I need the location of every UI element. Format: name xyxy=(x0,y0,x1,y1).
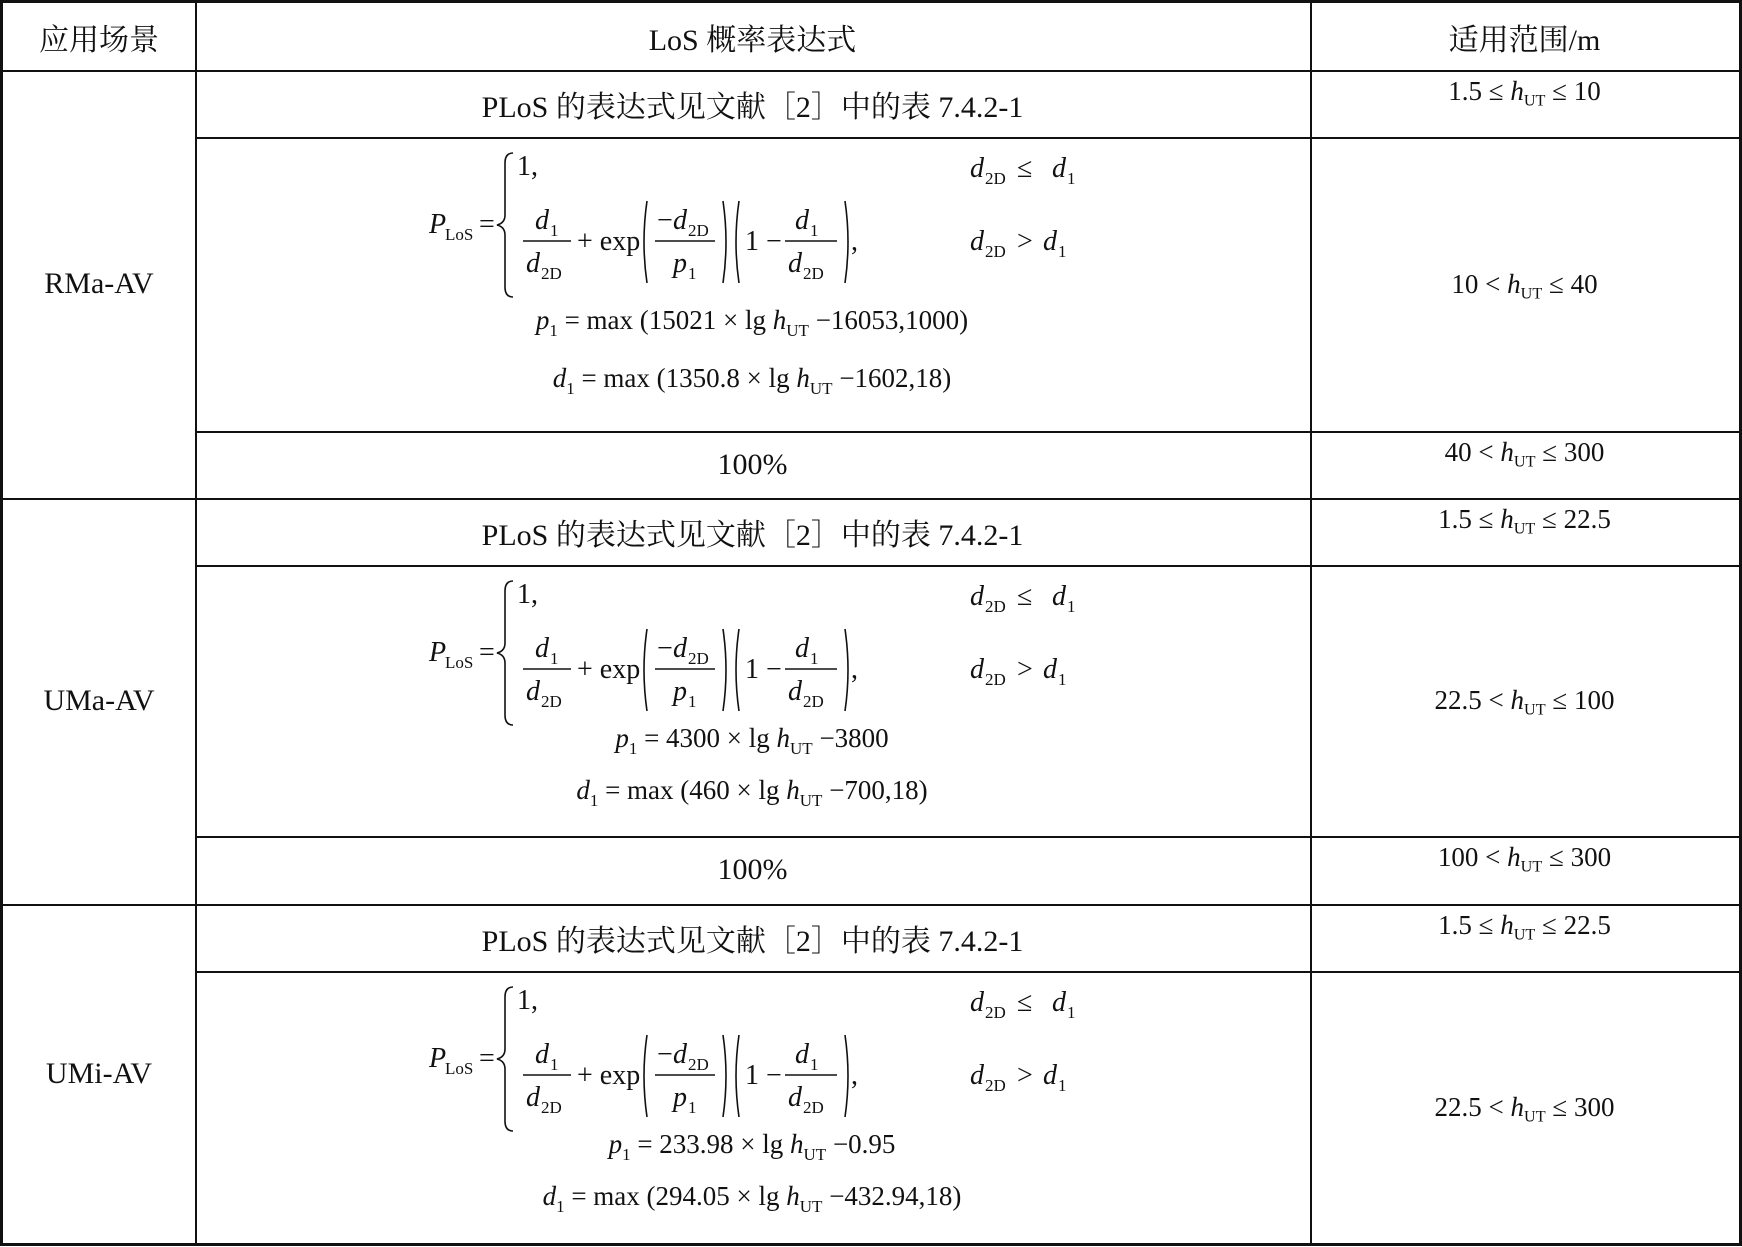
range-expression xyxy=(1437,842,1612,876)
frac1-num: d xyxy=(535,1039,549,1070)
formula-p-sub: LoS xyxy=(445,653,474,672)
d1-definition-part: d xyxy=(542,1181,557,1211)
case1-cond-lhs: d xyxy=(970,153,984,184)
d1-definition-part: 1 xyxy=(566,379,575,398)
range-upper: 100 xyxy=(1573,685,1615,715)
case2-cond-lhs-sub: 2D xyxy=(985,1076,1006,1095)
range-upper: 300 xyxy=(1563,437,1605,467)
p1-definition-part: UT xyxy=(790,739,813,758)
frac1-den-sub: 2D xyxy=(541,264,562,283)
frac2-minus: − xyxy=(657,633,673,664)
range-upper-op: ≤ xyxy=(1535,910,1564,940)
right-paren xyxy=(723,1035,726,1117)
p1-definition-part: × lg xyxy=(740,1129,791,1159)
formula-equals: = xyxy=(479,637,495,668)
range-var: h xyxy=(1507,842,1521,872)
header-range xyxy=(1310,3,1739,70)
left-paren xyxy=(736,201,739,283)
p1-definition xyxy=(613,723,888,758)
case1-cond-lhs-sub: 2D xyxy=(985,597,1006,616)
case1-value: 1, xyxy=(517,151,538,182)
p1-definition-part: h xyxy=(790,1129,804,1159)
case1-cond-op: ≤ xyxy=(1017,987,1033,1018)
case1-cond-rhs-sub: 1 xyxy=(1067,169,1076,188)
p1-definition-part: p xyxy=(535,305,550,335)
left-paren xyxy=(644,629,647,711)
p1-definition-part: 1 xyxy=(622,1145,631,1164)
p1-definition-part: p xyxy=(608,1129,623,1159)
p1-definition-part: h xyxy=(776,723,791,753)
frac1-num: d xyxy=(535,633,549,664)
frac2-num-sub: 2D xyxy=(688,221,709,240)
case2-cond-lhs-sub: 2D xyxy=(985,242,1006,261)
d1-definition-part: 1 xyxy=(589,791,599,810)
p1-definition-part: 1 xyxy=(549,321,558,340)
scene-label: UMi-AV xyxy=(45,1056,153,1090)
formula-comma: , xyxy=(851,1060,858,1091)
header-expression-label: LoS 概率表达式 xyxy=(648,23,857,57)
case1-cond-rhs: d xyxy=(1052,987,1066,1018)
header-scene xyxy=(3,3,195,70)
case2-cond-op: > xyxy=(1017,1060,1033,1091)
expression-cell xyxy=(195,836,1310,904)
expression-cell xyxy=(195,70,1310,137)
p1-definition-part: −3800 xyxy=(812,723,889,753)
frac2-den-sub: 1 xyxy=(688,1098,697,1117)
d1-definition-part: 1 xyxy=(556,1197,565,1216)
one-minus: 1 − xyxy=(745,1060,782,1091)
frac1-den: d xyxy=(526,1082,540,1113)
expression-cell xyxy=(195,498,1310,565)
frac3-den-sub: 2D xyxy=(803,264,824,283)
range-var: h xyxy=(1510,76,1524,106)
case2-cond-rhs-sub: 1 xyxy=(1058,670,1067,689)
range-var: h xyxy=(1510,685,1525,715)
p1-definition-part: h xyxy=(772,305,787,335)
right-paren xyxy=(845,1035,848,1117)
range-lower-op: < xyxy=(1478,268,1508,299)
range-upper-op: ≤ xyxy=(1535,437,1564,467)
case2-cond-rhs-sub: 1 xyxy=(1058,1076,1067,1095)
d1-definition-part: = max xyxy=(574,363,657,393)
scene-label: RMa-AV xyxy=(44,267,154,300)
frac2-minus: − xyxy=(657,1039,673,1070)
range-var-sub: UT xyxy=(1513,519,1536,538)
case1-cond-op: ≤ xyxy=(1017,581,1033,612)
frac2-den: p xyxy=(673,676,687,707)
range-var: h xyxy=(1500,504,1514,534)
range-lower-op: < xyxy=(1478,842,1508,872)
frac3-num-sub: 1 xyxy=(810,1055,819,1074)
p1-definition-part: = max xyxy=(557,305,640,335)
range-lower-op: < xyxy=(1471,437,1501,467)
los-formula xyxy=(195,971,1310,1243)
frac2-den-sub: 1 xyxy=(688,264,697,283)
case1-value: 1, xyxy=(517,985,538,1016)
range-expression xyxy=(1434,685,1615,719)
d1-definition xyxy=(576,775,927,810)
frac1-den: d xyxy=(526,676,540,707)
d1-definition-part: UT xyxy=(799,1197,823,1216)
case1-cond-rhs-sub: 1 xyxy=(1067,1003,1076,1022)
frac3-den: d xyxy=(788,248,802,279)
range-expression xyxy=(1451,268,1598,303)
header-expression xyxy=(195,3,1310,70)
header-scene-label: 应用场景 xyxy=(39,23,159,57)
left-paren xyxy=(736,1035,739,1117)
range-cell xyxy=(1310,431,1739,498)
range-var-sub: UT xyxy=(1513,925,1536,944)
case1-cond-rhs-sub: 1 xyxy=(1067,597,1076,616)
frac1-num-sub: 1 xyxy=(550,1055,559,1074)
d1-definition xyxy=(553,363,952,398)
expression-text: PLoS 的表达式见文献［2］中的表 7.4.2-1 xyxy=(481,90,1024,124)
p1-definition-part: UT xyxy=(803,1145,827,1164)
piecewise-brace xyxy=(497,581,513,725)
one-minus: 1 − xyxy=(745,654,782,685)
formula-p: P xyxy=(429,637,447,668)
formula-p-sub: LoS xyxy=(445,225,474,244)
p1-definition-part: 1 xyxy=(628,739,638,758)
piecewise-brace xyxy=(497,153,513,297)
frac2-num-sub: 2D xyxy=(688,649,709,668)
range-upper: 40 xyxy=(1570,268,1598,299)
expression-text: PLoS 的表达式见文献［2］中的表 7.4.2-1 xyxy=(481,924,1024,958)
frac3-den-sub: 2D xyxy=(803,1098,824,1117)
range-lower-op: < xyxy=(1481,1091,1511,1122)
range-upper-op: ≤ xyxy=(1535,504,1564,534)
d1-definition-part: (1350.8 xyxy=(656,363,740,393)
case1-cond-op: ≤ xyxy=(1017,153,1033,184)
range-var: h xyxy=(1500,910,1514,940)
range-upper-op: ≤ xyxy=(1545,1091,1574,1122)
frac3-num: d xyxy=(795,633,809,664)
right-paren xyxy=(845,629,848,711)
frac1-num: d xyxy=(535,205,549,236)
expression-cell xyxy=(195,565,1310,836)
case1-cond-lhs-sub: 2D xyxy=(985,169,1006,188)
frac2-num: d xyxy=(673,1039,687,1070)
p1-definition-part: × lg xyxy=(726,723,777,753)
formula-comma: , xyxy=(851,654,858,685)
d1-definition-part: × lg xyxy=(739,363,797,393)
d1-definition-part: −432.94,18) xyxy=(822,1181,962,1211)
formula-p: P xyxy=(429,209,447,240)
case1-cond-rhs: d xyxy=(1052,581,1066,612)
d1-definition-part: × lg xyxy=(729,1181,787,1211)
range-lower: 40 xyxy=(1444,437,1472,467)
p1-definition-part: × lg xyxy=(716,305,773,335)
frac3-den-sub: 2D xyxy=(803,692,824,711)
range-cell xyxy=(1310,70,1739,137)
range-var-sub: UT xyxy=(1520,857,1543,876)
range-lower: 10 xyxy=(1451,268,1479,299)
range-var-sub: UT xyxy=(1524,700,1546,719)
range-lower: 1.5 xyxy=(1448,76,1482,106)
d1-definition-part: UT xyxy=(809,379,833,398)
scene-cell xyxy=(3,498,195,904)
range-var: h xyxy=(1500,437,1514,467)
table-border-bottom xyxy=(0,1243,1742,1246)
frac3-den: d xyxy=(788,676,802,707)
frac2-den-sub: 1 xyxy=(688,692,697,711)
left-paren xyxy=(736,629,739,711)
range-var-sub: UT xyxy=(1513,452,1536,471)
range-cell xyxy=(1310,971,1739,1243)
range-lower: 22.5 xyxy=(1434,1091,1482,1122)
formula-comma: , xyxy=(851,226,858,257)
frac2-den: p xyxy=(673,1082,687,1113)
plus-exp: + exp xyxy=(577,654,641,685)
frac1-num-sub: 1 xyxy=(550,649,559,668)
scene-label: UMa-AV xyxy=(43,684,155,717)
case2-cond-op: > xyxy=(1017,226,1033,257)
plus-exp: + exp xyxy=(577,1060,641,1091)
expression-cell xyxy=(195,431,1310,498)
los-formula xyxy=(195,137,1310,431)
range-var: h xyxy=(1507,268,1521,299)
d1-definition-part: −700,18) xyxy=(822,775,928,805)
range-lower: 1.5 xyxy=(1438,504,1472,534)
d1-definition-part: h xyxy=(796,363,810,393)
range-upper: 300 xyxy=(1573,1091,1615,1122)
range-upper-op: ≤ xyxy=(1542,842,1571,872)
case2-cond-lhs-sub: 2D xyxy=(985,670,1006,689)
d1-definition-part: = max xyxy=(564,1181,647,1211)
case2-cond-rhs-sub: 1 xyxy=(1058,242,1067,261)
left-paren xyxy=(644,1035,647,1117)
range-lower-op: ≤ xyxy=(1482,76,1511,106)
range-var-sub: UT xyxy=(1524,1107,1546,1126)
frac1-num-sub: 1 xyxy=(550,221,559,240)
case2-cond-op: > xyxy=(1017,654,1033,685)
d1-definition-part: × lg xyxy=(729,775,787,805)
d1-definition-part: d xyxy=(576,775,590,805)
case2-cond-rhs: d xyxy=(1043,1060,1057,1091)
los-formula xyxy=(195,565,1310,836)
d1-definition-part: = max xyxy=(598,775,681,805)
case2-cond-lhs: d xyxy=(970,654,984,685)
piecewise-brace xyxy=(497,987,513,1131)
expression-text: PLoS 的表达式见文献［2］中的表 7.4.2-1 xyxy=(481,518,1024,552)
d1-definition-part: (294.05 xyxy=(646,1181,730,1211)
formula-p-sub: LoS xyxy=(445,1059,474,1078)
range-expression xyxy=(1448,76,1601,110)
expression-cell xyxy=(195,137,1310,431)
range-upper-op: ≤ xyxy=(1545,685,1574,715)
frac1-den-sub: 2D xyxy=(541,692,562,711)
range-lower-op: ≤ xyxy=(1471,504,1501,534)
range-var: h xyxy=(1510,1091,1525,1122)
right-paren xyxy=(723,629,726,711)
range-upper-op: ≤ xyxy=(1542,268,1571,299)
d1-definition-part: −1602,18) xyxy=(832,363,952,393)
case1-cond-lhs: d xyxy=(970,581,984,612)
p1-definition-part: −0.95 xyxy=(826,1129,896,1159)
frac3-num: d xyxy=(795,1039,809,1070)
frac1-den: d xyxy=(526,248,540,279)
frac2-num-sub: 2D xyxy=(688,1055,709,1074)
p1-definition xyxy=(534,305,968,340)
range-upper: 10 xyxy=(1573,76,1601,106)
right-paren xyxy=(723,201,726,283)
range-cell xyxy=(1310,836,1739,904)
range-upper: 300 xyxy=(1570,842,1612,872)
case1-value: 1, xyxy=(517,579,538,610)
range-var-sub: UT xyxy=(1520,284,1543,303)
range-expression xyxy=(1434,1091,1615,1126)
range-lower: 22.5 xyxy=(1434,685,1482,715)
case1-cond-lhs: d xyxy=(970,987,984,1018)
d1-definition-part: (460 xyxy=(680,775,730,805)
frac1-den-sub: 2D xyxy=(541,1098,562,1117)
range-expression xyxy=(1444,437,1605,471)
p1-definition-part: −16053,1000) xyxy=(808,305,969,335)
range-lower-op: < xyxy=(1481,685,1511,715)
range-expression xyxy=(1438,910,1611,944)
left-paren xyxy=(644,201,647,283)
frac3-num-sub: 1 xyxy=(810,649,819,668)
range-var-sub: UT xyxy=(1523,91,1546,110)
plus-exp: + exp xyxy=(577,226,641,257)
p1-definition-part: p xyxy=(615,723,629,753)
range-upper: 22.5 xyxy=(1563,910,1611,940)
case2-cond-lhs: d xyxy=(970,226,984,257)
range-lower: 100 xyxy=(1437,842,1479,872)
range-upper-op: ≤ xyxy=(1545,76,1574,106)
p1-definition-part: (15021 xyxy=(639,305,717,335)
range-cell xyxy=(1310,565,1739,836)
frac3-num: d xyxy=(795,205,809,236)
p1-definition-part: UT xyxy=(786,321,809,340)
expression-text: 100% xyxy=(717,447,788,481)
formula-equals: = xyxy=(479,209,495,240)
frac3-den: d xyxy=(788,1082,802,1113)
one-minus: 1 − xyxy=(745,226,782,257)
expression-cell xyxy=(195,971,1310,1243)
d1-definition-part: h xyxy=(786,775,800,805)
formula-equals: = xyxy=(479,1043,495,1074)
range-lower: 1.5 xyxy=(1438,910,1472,940)
frac3-num-sub: 1 xyxy=(810,221,819,240)
case1-cond-rhs: d xyxy=(1052,153,1066,184)
case1-cond-lhs-sub: 2D xyxy=(985,1003,1006,1022)
frac2-den: p xyxy=(673,248,687,279)
frac2-num: d xyxy=(673,205,687,236)
frac2-num: d xyxy=(673,633,687,664)
frac2-minus: − xyxy=(657,205,673,236)
scene-cell xyxy=(3,904,195,1243)
d1-definition-part: UT xyxy=(799,791,823,810)
range-lower-op: ≤ xyxy=(1471,910,1501,940)
case2-cond-lhs: d xyxy=(970,1060,984,1091)
p1-definition xyxy=(607,1129,896,1164)
d1-definition xyxy=(543,1181,962,1216)
d1-definition-part: d xyxy=(552,363,567,393)
header-range-label: 适用范围/m xyxy=(1448,23,1601,57)
range-upper: 22.5 xyxy=(1563,504,1611,534)
p1-definition-part: = 233.98 xyxy=(630,1129,741,1159)
case2-cond-rhs: d xyxy=(1043,654,1057,685)
d1-definition-part: h xyxy=(786,1181,800,1211)
range-expression xyxy=(1438,504,1611,538)
range-cell xyxy=(1310,904,1739,971)
case2-cond-rhs: d xyxy=(1043,226,1057,257)
expression-cell xyxy=(195,904,1310,971)
range-cell xyxy=(1310,137,1739,431)
range-cell xyxy=(1310,498,1739,565)
expression-text: 100% xyxy=(717,853,788,886)
p1-definition-part: = 4300 xyxy=(637,723,727,753)
formula-p: P xyxy=(429,1043,447,1074)
scene-cell xyxy=(3,70,195,498)
right-paren xyxy=(845,201,848,283)
